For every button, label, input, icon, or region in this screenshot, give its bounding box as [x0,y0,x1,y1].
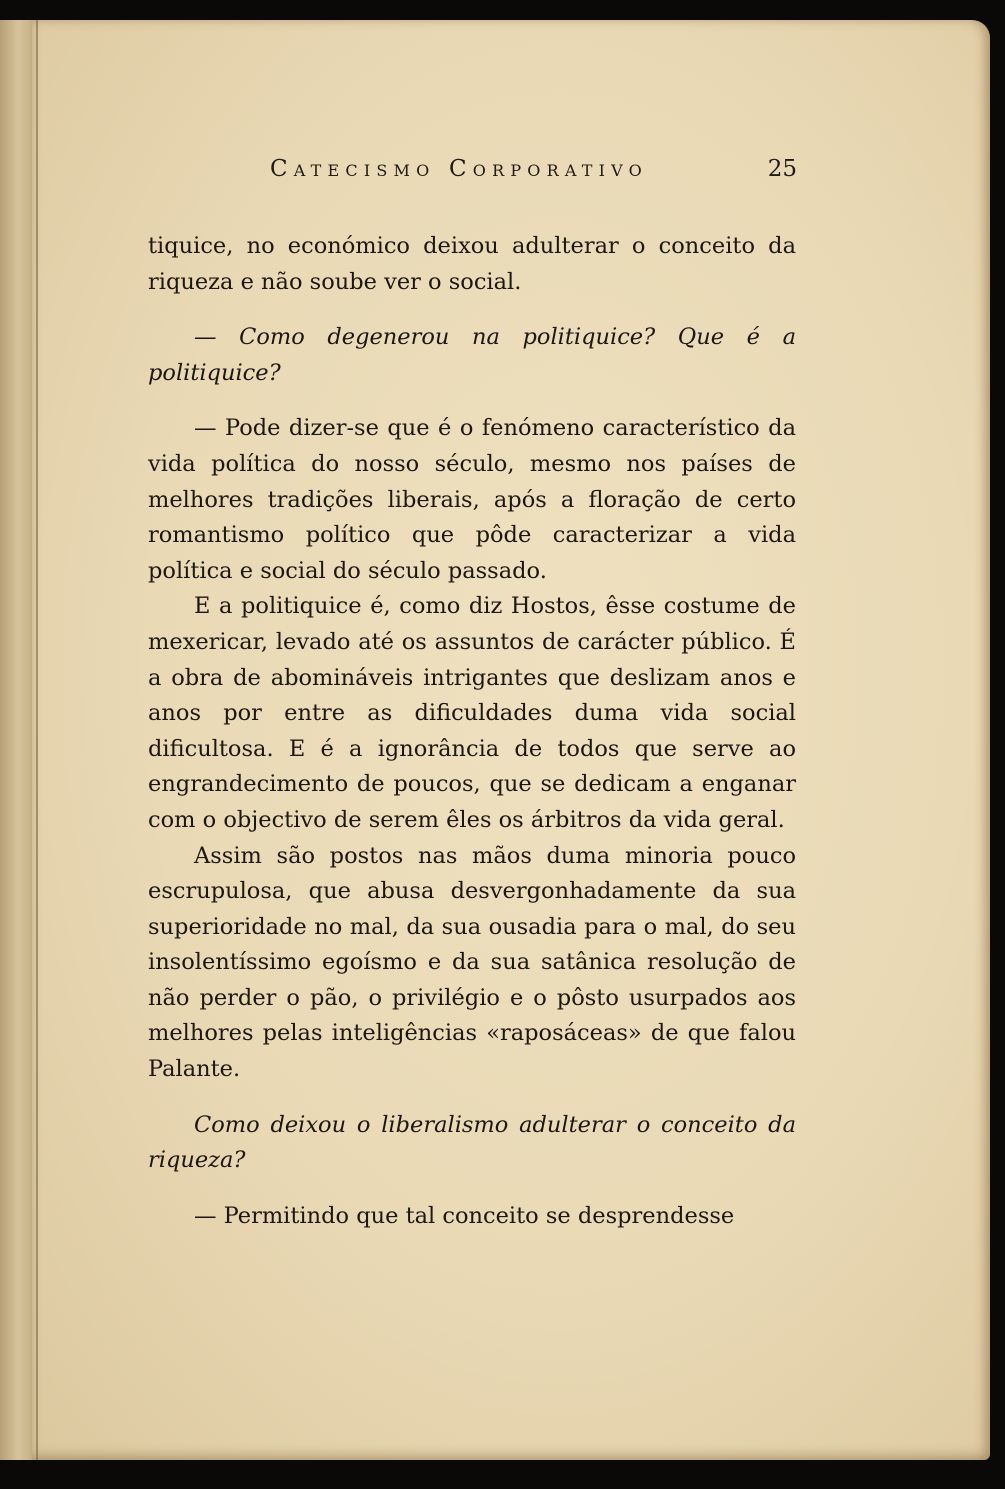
answer-politiquice: — Pode dizer-se que é o fenómeno característico da vida política do nosso século, mesmo nos países de melhores tradições liberais, após a floração de certo romantismo político que pôde caracterizar a vida política e social do século passado. [148,415,796,584]
running-head [270,156,797,190]
page-number: 25 [767,156,797,182]
paragraph-hostos: E a politiquice é, como diz Hostos, êsse costume de mexericar, levado até os assuntos de carácter público. É a obra de abomináveis intrigantes que deslizam anos e anos por entre as dificuldades duma vida social dificultosa. E é a ignorância de todos que serve ao engrandecimento de poucos, que se dedicam a enganar com o objectivo de serem êles os árbitros da vida geral. [148,593,796,833]
paragraph-continuation: tiquice, no económico deixou adulterar o conceito da riqueza e não soube ver o social. [148,233,796,295]
running-title: Catecismo Corporativo [270,156,648,182]
answer-liberalismo: — Permitindo que tal conceito se desprendesse [194,1202,735,1229]
question-liberalismo: Como deixou o liberalismo adulterar o conceito da riqueza? [148,1111,796,1174]
question-politiquice: — Como degenerou na politiquice? Que é a politiquice? [148,324,796,386]
page-gutter-line [36,20,38,1460]
body-text [148,229,796,1234]
paragraph-minoria: Assim são postos nas mãos duma minoria pouco escrupulosa, que abusa desvergonhadamente da sua superioridade no mal, da sua ousadia para o mal, do seu insolentíssimo egoísmo e da sua satânica resolução de não perder o pão, o privilégio e o pôsto usurpados aos melhores pelas inteligências «raposáceas» de que falou Palante. [148,842,796,1083]
